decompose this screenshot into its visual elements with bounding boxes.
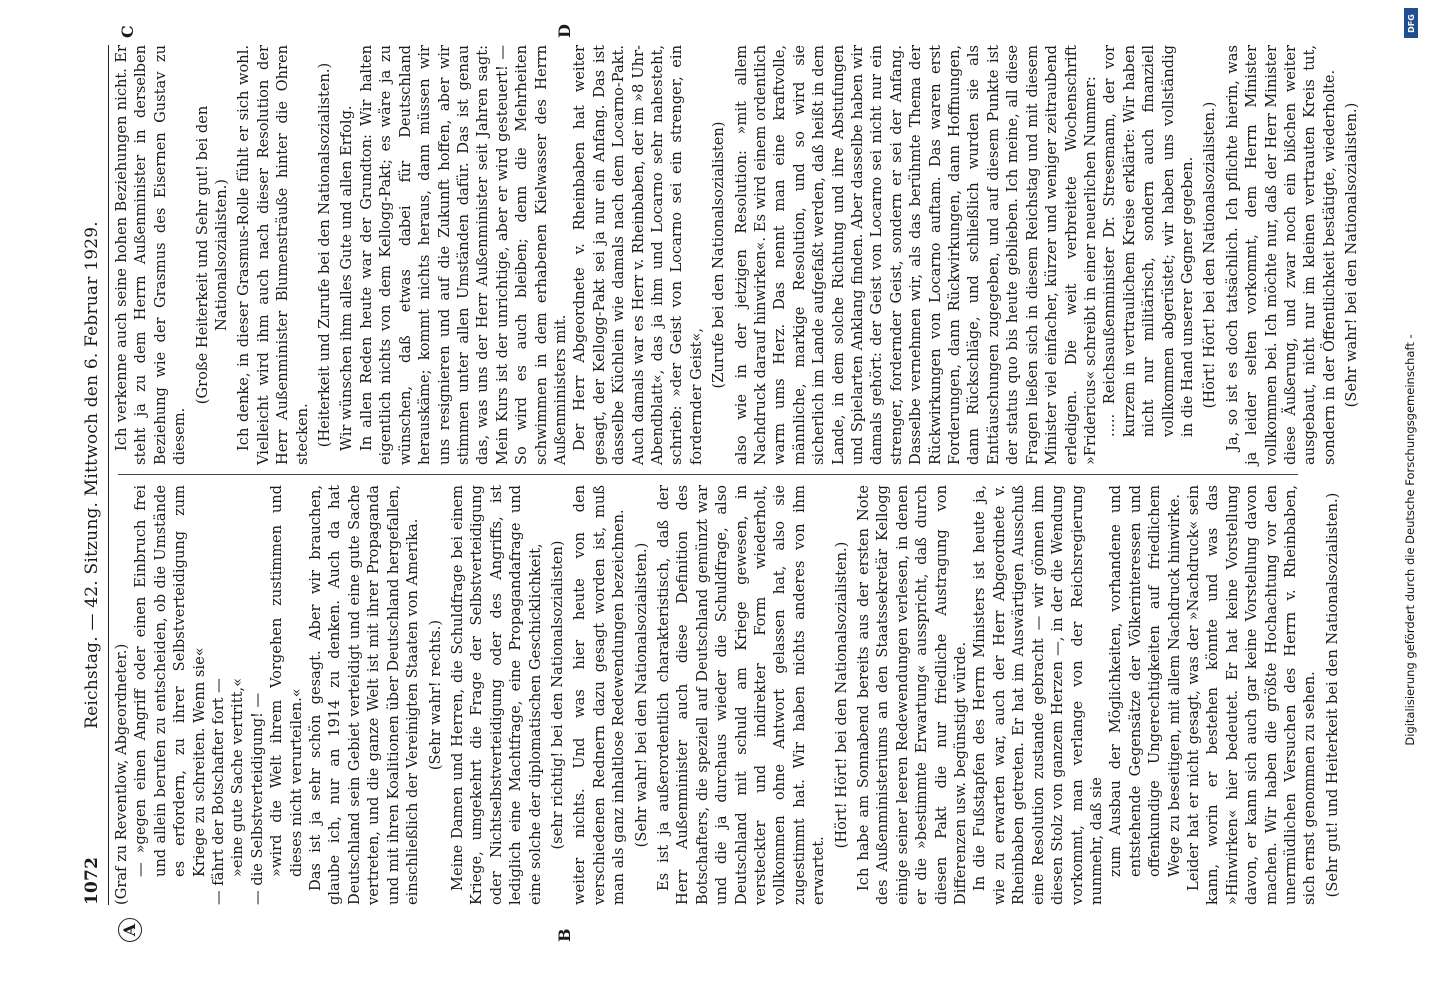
paragraph: Der Herr Abgeordnete v. Rheinbaben hat weiter gesagt, der Kellogg-Pakt sei ja nur ein Anfang. Das ist dasselbe Küchlein wie damals nach dem Locarno-Pakt. Auch damals war es Herr v. Rheinbaben, der im »8 Uhr-Abendblatt«, das ja ihm und Locarno sehr nahesteht, schrieb: »der Geist von Locarno sei ein strenger, ein fordernder Geist«, (571, 45, 705, 465)
paragraph: In allen Reden heute war der Grundton: Wir halten eigentlich nichts von dem Kellogg-Pakt; es wäre ja zu wünschen, daß etwas dabei für Deutschland herauskäme; kommt nichts heraus, dann müssen wir uns resignieren und auf die Zukunft hoffen, aber wir stimmen unter allen Umständen dafür. Das ist genau das, was uns der Herr Außenminister seit Jahren sagt: Mein Kurs ist der unrichtige, aber er wird gesteuert! — So wird es auch bleiben; denn die Mehrheiten schwimmen in dem erhabenen Kielwasser des Herrn Außenministers mit. (357, 45, 569, 465)
quote: zum Ausbau der Möglichkeiten, vorhandene und entstehende Gegensätze der Völkerinteressen und offenkundige Ungerechtigkeiten auf friedlichem Wege zu beseitigen, mit allem Nachdruck hinwirke. (1107, 485, 1183, 877)
paragraph: Ja, so ist es doch tatsächlich. Ich pflichte hierin, was ja leider selten vorkommt, dem Herrn Minister vollkommen bei. Ich möchte nur, daß der Herr Minister diese Äußerung, und zwar noch ein bißchen weiter ausgebaut, nicht nur im kleinen vertrauten Kreis tut, sondern in der Öffentlichkeit bestätigte, wiederholte. (1223, 45, 1338, 465)
paragraph: Meine Damen und Herren, die Schuldfrage bei einem Kriege, umgekehrt die Frage der Selbstverteidigung oder Nichtselbstverteidigung oder des Angriffs, ist lediglich eine Machtfrage, eine Propagandafrage und eine solche der diplomatischen Geschicklichkeit, (448, 485, 544, 905)
paragraph: Ich denke, in dieser Grasmus-Rolle fühlt er sich wohl. Vielleicht wird ihm auch nach dieser Resolution der Herr Außenminister Blumensträuße hinter die Ohren stecken. (235, 45, 311, 465)
interjection: — die Selbstverteidigung! — (248, 692, 266, 905)
paragraph: Wir wünschen ihm alles Gute und allen Erfolg. (338, 105, 356, 451)
page-header (80, 45, 106, 905)
stage-direction: (Große Heiterkeit und Sehr gut! bei den Nationalsozialisten.) (193, 105, 231, 405)
quote: — »gegen einen Angriff oder einen Einbruch frei und allein berufen zu entscheiden, ob die Umstände es erfordern, zu ihrer Selbstverteidigung zum Kriege zu schreiten. Wenn sie« (132, 485, 208, 877)
stage-direction: (Zurufe bei den Nationalsozialisten) (710, 121, 728, 389)
paragraph: Ich habe am Sonnabend bereits aus der ersten Note des Außenministeriums an den Staatssekretär Kellogg einige seiner leeren Redewendungen verlesen, in denen er die »bestimmte Erwartung« ausspricht, daß durch diesen Pakt die nur friedliche Austragung von Differenzen usw. begünstigt würde. (855, 485, 970, 905)
speaker-line: (Graf zu Reventlow, Abgeordneter.) (113, 643, 130, 905)
margin-marker-b: B (555, 928, 574, 942)
left-column (112, 485, 1341, 905)
paragraph: Das ist ja sehr schön gesagt. Aber wir brauchen, glaube ich, nur an 1914 zu denken. Auch da hat Deutschland sein Gebiet verteidigt und eine gute Sache vertreten, und die ganze Welt ist mit ihrer Propaganda und mit ihren Koalitionen über Deutschland hergefallen, einschließlich der Vereinigten Staaten von Amerika. (307, 485, 422, 905)
stage-direction: (Hört! Hört! bei den Nationalsozialisten.) (1201, 101, 1219, 409)
paragraph: Es ist ja außerordentlich charakteristisch, daß der Herr Außenminister auch diese Definition des Botschafters, die speziell auf Deutschland gemünzt war und die ja durchaus wieder die Schuldfrage, also Deutschland mit schuld am Kriege gewesen, in versteckter und indirekter Form wiederholt, vollkommen ohne Antwort gelassen hat, also sie zugestimmt hat. Wir haben nichts anderes von ihm erwartet. (654, 485, 828, 905)
margin-marker-c: C (118, 25, 137, 38)
paragraph: also wie in der jetzigen Resolution: »mit allem Nachdruck darauf hinwirken«. Es wird einem ordentlich warm ums Herz. Das nennt man eine kraftvolle, männliche, markige Resolution, und so wird sie sicherlich im Lande aufgefaßt werden, daß heißt in dem Lande, in dem solche Richtung und ihre Abstufungen und Spielarten Anklang finden. Aber dasselbe haben wir damals gehört: der Geist von Locarno sei nicht nur ein strenger, fordernder Geist, sondern er sei der Anfang. Dasselbe vernehmen wir, als das berühmte Thema der Rückwirkungen von Locarno auftam. Das waren erst Forderungen, dann Rückwirkungen, dann Hoffnungen, dann Rückschläge, und schließlich wurden sie als Enttäuschungen zugegeben, und auf diesem Punkte ist der status quo bis heute geblieben. Ich meine, all diese Fragen ließen sich in diesem Reichstag und mit diesem Minister viel einfacher, kürzer und weniger zeitraubend erledigen. Die weit verbreitete Wochenschrift »Fridericus« schreibt in einer neuerlichen Nummer: (732, 45, 1099, 465)
credit-text: Digitalisierung gefördert durch die Deutsche Forschungsgemeinschaft - (1403, 334, 1417, 746)
right-column (112, 45, 1361, 465)
dfg-logo-text: DFG (1406, 13, 1416, 33)
stage-direction: (Sehr wahr! rechts.) (426, 619, 444, 771)
stage-direction: (Sehr wahr! bei den Nationalsozialisten.) (632, 542, 650, 848)
stage-direction: (sehr richtig! bei den Nationalsozialisten) (548, 540, 566, 850)
stage-direction: (Hört! Hört! bei den Nationalsozialisten.) (832, 541, 850, 849)
paragraph: weiter nichts. Und was hier heute von den verschiedenen Rednern dazu gesagt worden ist, muß man als ganz inhaltlose Redewendungen bezeichnen. (571, 485, 628, 905)
stage-direction: (Sehr gut! und Heiterkeit bei den Nationalsozialisten.) (1323, 492, 1341, 898)
header-rule (108, 45, 109, 905)
stage-direction: (Sehr wahr! bei den Nationalsozialisten.) (1343, 102, 1361, 408)
quote: »eine gute Sache vertritt,« (229, 678, 247, 877)
paragraph: Leider hat er nicht gesagt, was der »Nachdruck« sein kann, worin er bestehen könnte und was das »Hinwirken« hier bedeutet. Er hat keine Vorstellung davon, er kann sich auch gar keine Vorstellung davon machen. Wir haben die größte Hochachtung vor den unermüdlichen Versuchen des Herrn v. Rheinbaben, sich ernst genommen zu sehen. (1184, 485, 1319, 905)
dfg-logo (1404, 8, 1418, 38)
paragraph: Ich verkenne auch seine hohen Beziehungen nicht. Er steht ja zu dem Herrn Außenminister in derselben Beziehung wie der Grasmus des Eisernen Gustav zu diesem. (113, 45, 189, 465)
column-divider (118, 474, 1298, 475)
margin-marker-a: A (118, 918, 142, 942)
page-number: 1072 (82, 856, 102, 905)
stage-direction: (Heiterkeit und Zurufe bei den Nationalsozialisten.) (316, 62, 334, 448)
margin-marker-d: D (555, 24, 574, 38)
digitization-credit (1392, 0, 1428, 1000)
header-title: Reichstag. — 42. Sitzung. Mittwoch den 6. Februar 1929. (82, 221, 102, 729)
quote: ..... Reichsaußenminister Dr. Stresemann, der vor kurzem in vertraulichem Kreise erklärte: Wir haben nicht nur militärisch, sondern auch finanziell vollkommen abgerüstet; wir haben uns vollständig in die Hand unserer Gegner gegeben. (1101, 45, 1196, 437)
quote: »wird die Welt ihrem Vorgehen zustimmen und dieses nicht verurteilen.« (268, 485, 305, 877)
paragraph: In die Fußstapfen des Herrn Ministers ist heute ja, wie zu erwarten war, auch der Herr Abgeordnete v. Rheinbaben getreten. Er hat im Auswärtigen Ausschuß eine Resolution zustande gebracht — wir gönnen ihm diesen Stolz von ganzem Herzen —, in der die Wendung vorkommt, man verlange von der Reichsregierung nunmehr, daß sie (971, 485, 1105, 905)
interjection: — fährt der Botschafter fort — (210, 678, 228, 905)
